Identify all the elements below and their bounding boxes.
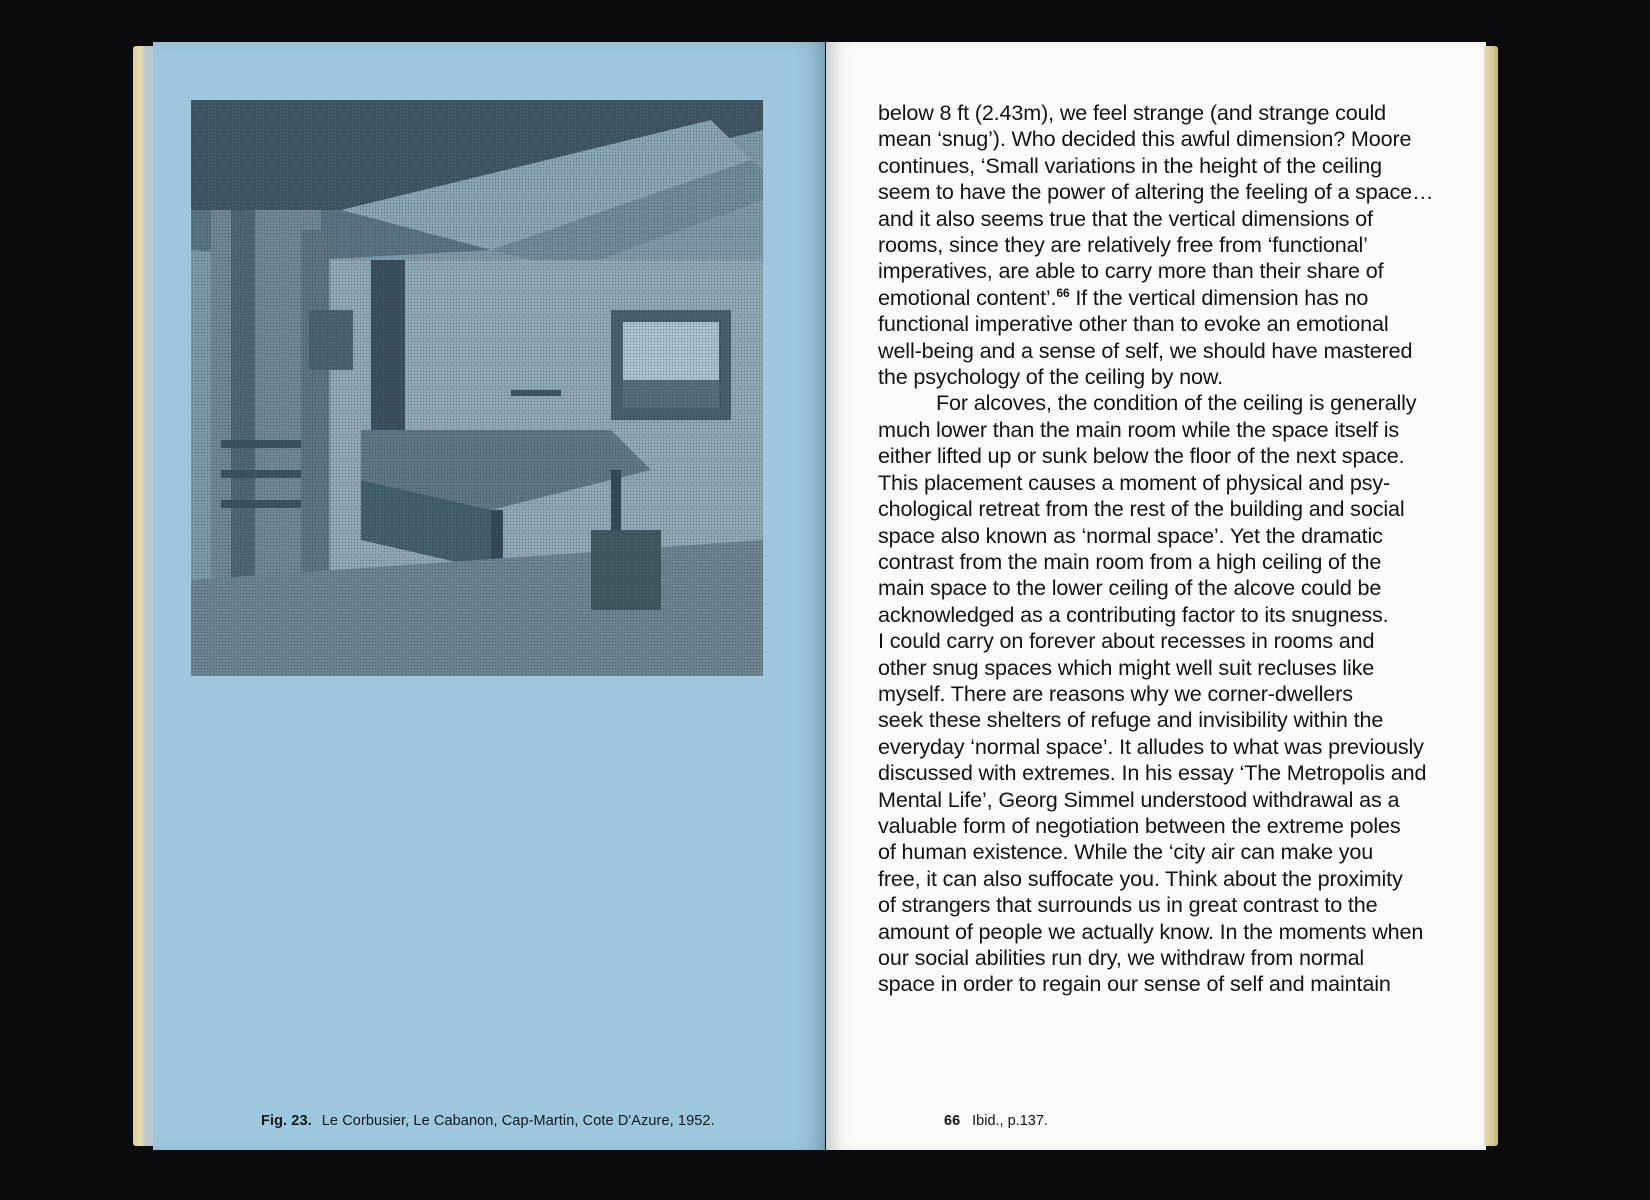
text-line: myself. There are reasons why we corner-dwellers — [878, 680, 1353, 706]
text-line: mean ‘snug’). Who decided this awful dimension? Moore — [878, 126, 1412, 152]
text-line: rooms, since they are relatively free from ‘functional’ — [878, 232, 1368, 258]
text-line: Mental Life’, Georg Simmel understood withdrawal as a — [878, 786, 1400, 812]
left-page-edge — [133, 46, 155, 1146]
text-line: and it also seems true that the vertical dimensions of — [878, 205, 1373, 231]
text-segment: emotional content’. — [878, 284, 1057, 310]
text-line: valuable form of negotiation between the extreme poles — [878, 812, 1401, 838]
left-page — [153, 42, 825, 1150]
text-line: acknowledged as a contributing factor to its snugness. — [878, 601, 1389, 627]
text-line: I could carry on forever about recesses in rooms and — [878, 628, 1375, 654]
text-line: discussed with extremes. In his essay ‘The Metropolis and — [878, 760, 1427, 786]
footnote-number: 66 — [944, 1113, 961, 1129]
text-line: functional imperative other than to evoke an emotional — [878, 311, 1389, 337]
text-line: either lifted up or sunk below the floor of the next space. — [878, 443, 1405, 469]
figure-caption-text: Le Corbusier, Le Cabanon, Cap-Martin, Cote D'Azure, 1952. — [321, 1113, 715, 1129]
text-line: free, it can also suffocate you. Think about the proximity — [878, 865, 1403, 891]
figure-caption — [261, 1113, 715, 1129]
text-line: seek these shelters of refuge and invisibility within the — [878, 707, 1384, 733]
text-line: everyday ‘normal space’. It alludes to what was previously — [878, 733, 1424, 759]
text-line: of strangers that surrounds us in great contrast to the — [878, 892, 1378, 918]
text-line: much lower than the main room while the space itself is — [878, 416, 1400, 442]
paragraph-start-line: For alcoves, the condition of the ceiling is generally — [936, 390, 1417, 416]
text-line: well-being and a sense of self, we should have mastered — [878, 337, 1413, 363]
text-line: of human existence. While the ‘city air can make you — [878, 839, 1374, 865]
text-line: space also known as ‘normal space’. Yet the dramatic — [878, 522, 1383, 548]
right-page-edge — [1484, 46, 1498, 1146]
text-line: This placement causes a moment of physical and psy- — [878, 469, 1391, 495]
footnote-text: Ibid., p.137. — [972, 1113, 1048, 1129]
text-line: chological retreat from the rest of the building and social — [878, 496, 1405, 522]
figure-label: Fig. 23. — [261, 1113, 312, 1129]
text-line: amount of people we actually know. In the moments when — [878, 918, 1424, 944]
text-line: contrast from the main room from a high ceiling of the — [878, 548, 1382, 574]
text-line: seem to have the power of altering the feeling of a space… — [878, 179, 1434, 205]
text-line: space in order to regain our sense of self and maintain — [878, 971, 1391, 997]
text-line: our social abilities run dry, we withdraw from normal — [878, 945, 1365, 970]
text-line-with-footnote — [878, 285, 1478, 311]
interior-photo — [191, 100, 763, 676]
text-line: imperatives, are able to carry more than their share of — [878, 258, 1384, 284]
text-line: the psychology of the ceiling by now. — [878, 364, 1223, 390]
text-line: main space to the lower ceiling of the alcove could be — [878, 575, 1382, 601]
text-line: continues, ‘Small variations in the height of the ceiling — [878, 152, 1382, 178]
text-line: below 8 ft (2.43m), we feel strange (and strange could — [878, 100, 1387, 125]
right-page — [826, 42, 1486, 1150]
body-text — [878, 100, 1478, 998]
footnote — [944, 1113, 1048, 1129]
cabanon-interior-image — [191, 100, 763, 676]
text-line: other snug spaces which might well suit recluses like — [878, 654, 1375, 680]
footnote-reference: 66 — [1056, 285, 1070, 300]
text-segment: If the vertical dimension has no — [1069, 284, 1369, 310]
